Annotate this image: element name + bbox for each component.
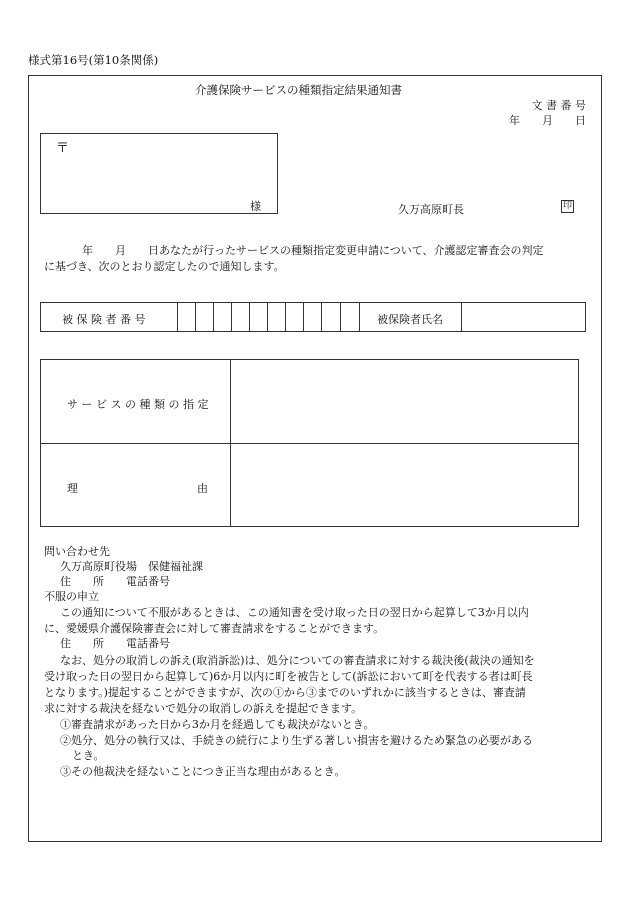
insured-number-label: 被 保 険 者 番 号 [62, 313, 146, 326]
insured-number-digit-cell [249, 303, 250, 331]
intro-line-2: に基づき、次のとおり認定したので通知します。 [44, 260, 285, 273]
insured-number-digit-cell [303, 303, 304, 331]
service-type-label: サ ー ビ ス の 種 類 の 指 定 [67, 398, 209, 411]
objection-address-phone: 住 所 電話番号 [60, 637, 170, 650]
insured-number-digit-cell [231, 303, 232, 331]
insured-name-label: 被保険者氏名 [377, 313, 443, 326]
item-3: ③その他裁決を経ないことにつき正当な理由があるとき。 [60, 765, 346, 778]
objection-line-2: に、愛媛県介護保険審査会に対して審査請求をすることができます。 [44, 622, 385, 635]
document-title: 介護保険サービスの種類指定結果通知書 [195, 83, 402, 97]
item-2-line-2: とき。 [72, 749, 105, 762]
contact-address-phone: 住 所 電話番号 [60, 575, 170, 588]
service-designation-table [40, 359, 579, 527]
insured-name-cell [461, 303, 462, 331]
intro-line-1: 年 月 日あなたが行ったサービスの種類指定変更申請について、介護認定審査会の判定 [82, 244, 544, 257]
form-reference: 様式第16号(第10条関係) [28, 53, 159, 67]
issuer-name: 久万高原町長 [398, 203, 464, 216]
insured-info-table [40, 302, 586, 332]
insured-number-digit-cell [285, 303, 286, 331]
insured-number-digit-cell [321, 303, 322, 331]
lawsuit-line-1: なお、処分の取消しの訴え(取消訴訟)は、処分についての審査請求に対する裁決後(裁決の通知を [60, 654, 535, 667]
insured-number-digit-cell [267, 303, 268, 331]
reason-label-right: 由 [197, 482, 208, 495]
insured-number-digit-cell [195, 303, 196, 331]
document-date-label: 年 月 日 [509, 114, 586, 127]
objection-heading: 不服の申立 [44, 590, 99, 603]
reason-label-left: 理 [67, 482, 78, 495]
insured-number-digit-cell [213, 303, 214, 331]
address-box [40, 133, 278, 214]
insured-number-digit-cell [359, 303, 360, 331]
insured-number-digit-cell [340, 303, 341, 331]
item-2-line-1: ②処分、処分の執行又は、手続きの続行により生ずる著しい損害を避けるため緊急の必要がある [60, 734, 533, 747]
lawsuit-line-3: となります。)提起することができますが、次の①から③までのいずれかに該当するときは、審査請 [44, 686, 526, 699]
item-1: ①審査請求があった日から3か月を経過しても裁決がないとき。 [60, 718, 375, 731]
seal-mark: 印 [562, 201, 572, 211]
contact-heading: 問い合わせ先 [44, 545, 110, 558]
objection-line-1: この通知について不服があるときは、この通知書を受け取った日の翌日から起算して3か月以内 [60, 606, 529, 619]
address-honorific: 様 [250, 200, 261, 213]
lawsuit-line-4: 求に対する裁決を経ないで処分の取消しの訴えを提起できます。 [44, 702, 363, 715]
lawsuit-line-2: 受け取った日の翌日から起算して)6か月以内に町を被告として(訴訟において町を代表する者は町長 [44, 670, 533, 683]
postal-mark: 〒 [56, 141, 70, 156]
document-number-label: 文 書 番 号 [531, 99, 586, 112]
table-row-divider [41, 443, 578, 444]
contact-office: 久万高原町役場 保健福祉課 [60, 560, 203, 573]
insured-number-digit-cell [177, 303, 178, 331]
